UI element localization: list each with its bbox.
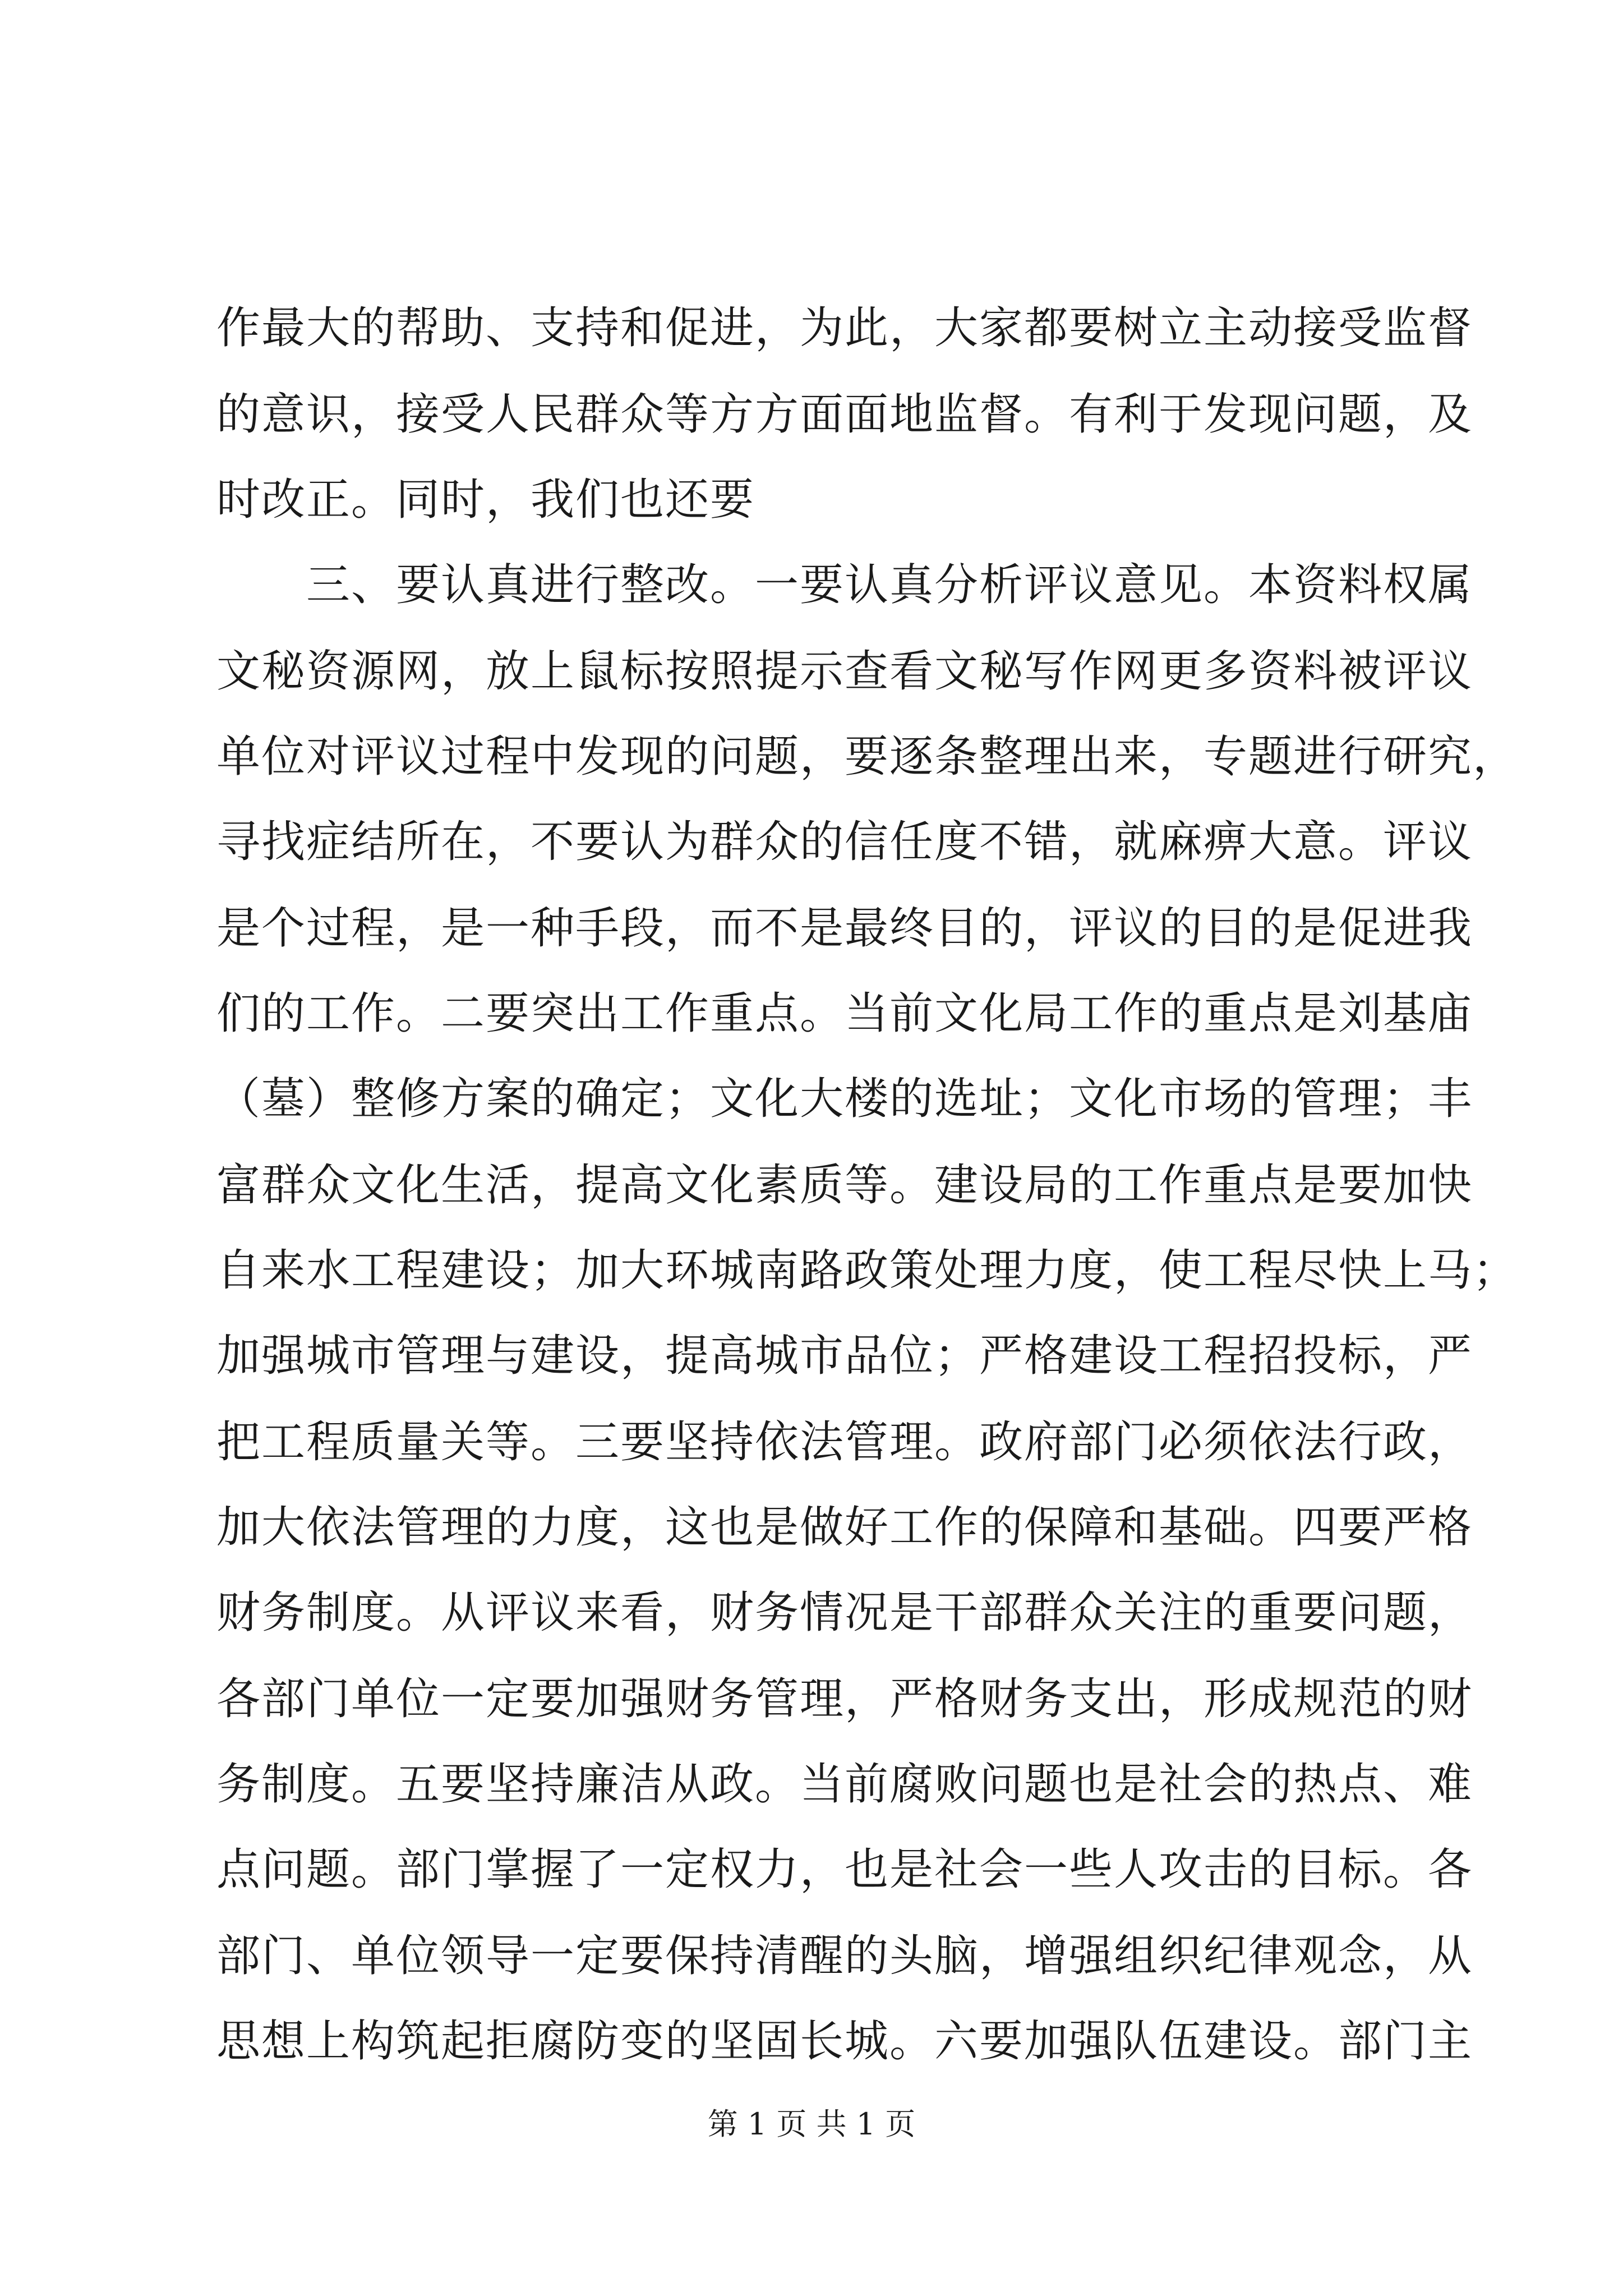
text-line: 时改正。同时，我们也还要 — [216, 475, 755, 525]
text-line: 点问题。部门掌握了一定权力，也是社会一些人攻击的目标。各 — [216, 1844, 1473, 1895]
text-line: 富群众文化生活，提高文化素质等。建设局的工作重点是要加快 — [216, 1160, 1473, 1211]
text-line: 把工程质量关等。三要坚持依法管理。政府部门必须依法行政， — [216, 1417, 1473, 1467]
text-line: 部门、单位领导一定要保持清醒的头脑，增强组织纪律观念，从 — [216, 1931, 1473, 1981]
text-line: 们的工作。二要突出工作重点。当前文化局工作的重点是刘基庙 — [216, 988, 1473, 1039]
text-line: 文秘资源网，放上鼠标按照提示查看文秘写作网更多资料被评议 — [216, 646, 1473, 697]
text-line: （墓）整修方案的确定；文化大楼的选址；文化市场的管理；丰 — [216, 1074, 1473, 1124]
text-line: 财务制度。从评议来看，财务情况是干部群众关注的重要问题， — [216, 1588, 1473, 1638]
text-line: 各部门单位一定要加强财务管理，严格财务支出，形成规范的财 — [216, 1674, 1473, 1724]
text-line: 的意识，接受人民群众等方方面面地监督。有利于发现问题，及 — [216, 389, 1473, 440]
text-line: 作最大的帮助、支持和促进，为此，大家都要树立主动接受监督 — [216, 303, 1473, 353]
text-line: 思想上构筑起拒腐防变的坚固长城。六要加强队伍建设。部门主 — [216, 2016, 1473, 2067]
text-line: 单位对评议过程中发现的问题，要逐条整理出来，专题进行研究， — [216, 731, 1518, 782]
text-line: 寻找症结所在，不要认为群众的信任度不错，就麻痹大意。评议 — [216, 817, 1473, 867]
text-line: 加强城市管理与建设，提高城市品位；严格建设工程招投标，严 — [216, 1331, 1473, 1381]
text-line: 是个过程，是一种手段，而不是最终目的，评议的目的是促进我 — [216, 903, 1473, 954]
text-line: 三、要认真进行整改。一要认真分析评议意见。本资料权属 — [216, 560, 1473, 610]
page-number-footer: 第 1 页 共 1 页 — [707, 2106, 916, 2142]
text-line: 务制度。五要坚持廉洁从政。当前腐败问题也是社会的热点、难 — [216, 1759, 1473, 1810]
text-line: 加大依法管理的力度，这也是做好工作的保障和基础。四要严格 — [216, 1502, 1473, 1553]
text-line: 自来水工程建设；加大环城南路政策处理力度，使工程尽快上马； — [216, 1245, 1518, 1296]
